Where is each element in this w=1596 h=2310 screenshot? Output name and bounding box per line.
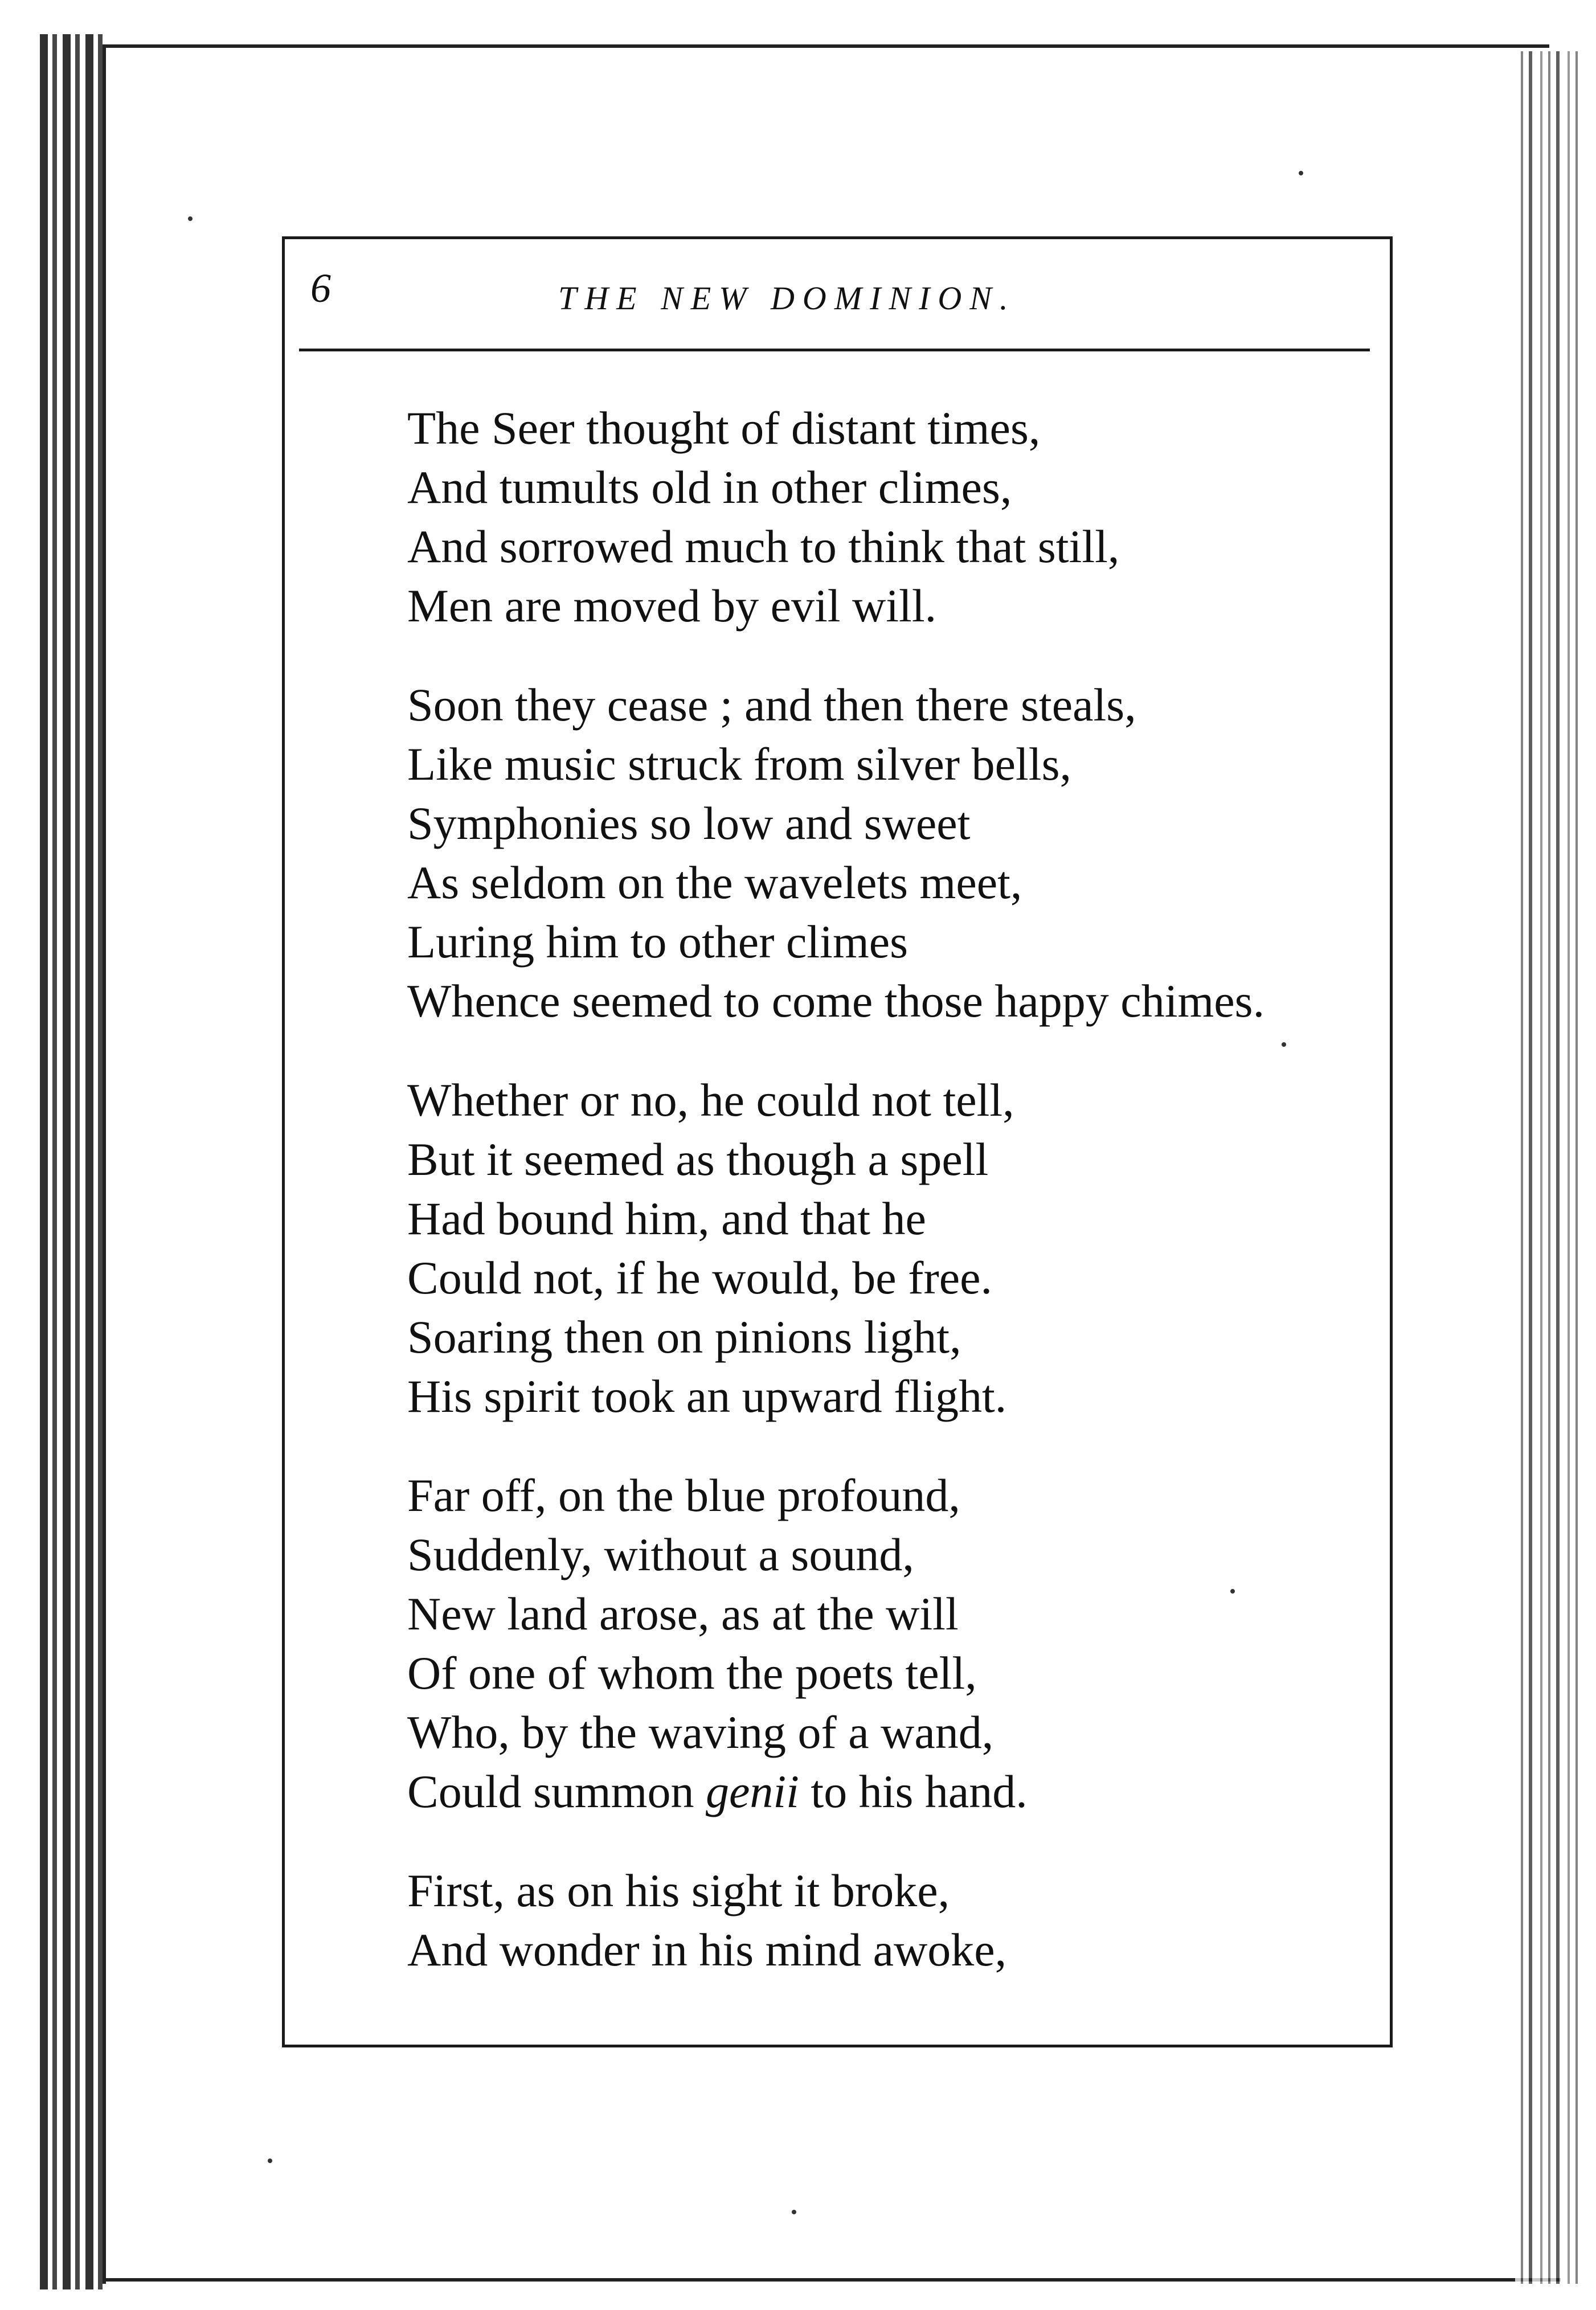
poem-line: Whether or no, he could not tell, [407, 1074, 1014, 1126]
poem-line: Had bound him, and that he [407, 1193, 926, 1244]
poem-line: His spirit took an upward flight. [407, 1370, 1007, 1422]
poem-line: And tumults old in other climes, [407, 461, 1012, 513]
page-number: 6 [310, 265, 331, 311]
stanza-4 [407, 1466, 1376, 1821]
line-text: to his hand. [811, 1766, 1028, 1817]
poem-line [407, 1762, 1376, 1821]
stanza-3 [407, 1071, 1376, 1426]
scan-speck [1299, 171, 1303, 175]
scan-left-border [103, 46, 106, 2284]
stanza-1 [407, 399, 1376, 636]
poem-line: Soaring then on pinions light, [407, 1311, 961, 1363]
poem-line: Luring him to other climes [407, 916, 909, 968]
stanza-2 [407, 675, 1376, 1031]
poem-line: Far off, on the blue profound, [407, 1469, 960, 1521]
italic-word: genii [705, 1766, 799, 1817]
poem-line: Symphonies so low and sweet [407, 797, 971, 849]
poem-line: Suddenly, without a sound, [407, 1529, 914, 1580]
poem-line: Soon they cease ; and then there steals, [407, 679, 1136, 731]
poem-line: Men are moved by evil will. [407, 580, 937, 632]
scan-right-edge [1515, 51, 1583, 2284]
poem-line: Who, by the waving of a wand, [407, 1706, 994, 1758]
line-text: Could summon [407, 1766, 694, 1817]
scan-speck [188, 216, 193, 221]
scan-speck [792, 2210, 796, 2214]
poem-line: Could not, if he would, be free. [407, 1252, 993, 1304]
poem-line: The Seer thought of distant times, [407, 402, 1041, 454]
poem-line: But it seemed as though a spell [407, 1133, 989, 1185]
poem-line: And sorrowed much to think that still, [407, 521, 1120, 572]
scan-bottom-border [103, 2278, 1561, 2282]
poem-line: New land arose, as at the will [407, 1588, 959, 1640]
scan-speck [1282, 1042, 1286, 1047]
poem [407, 399, 1376, 2020]
scan-left-edge [40, 34, 103, 2289]
poem-line: Of one of whom the poets tell, [407, 1647, 977, 1699]
scan-top-border [103, 44, 1549, 48]
stanza-5 [407, 1861, 1376, 1980]
scan-speck [1230, 1589, 1235, 1594]
poem-line: Whence seemed to come those happy chimes. [407, 975, 1265, 1027]
poem-line: First, as on his sight it broke, [407, 1865, 950, 1916]
scan-speck [268, 2159, 272, 2163]
poem-line: And wonder in his mind awoke, [407, 1924, 1007, 1976]
running-head: THE NEW DOMINION. [558, 280, 1016, 317]
poem-line: Like music struck from silver bells, [407, 738, 1071, 790]
header-rule [299, 349, 1370, 351]
poem-line: As seldom on the wavelets meet, [407, 857, 1022, 908]
